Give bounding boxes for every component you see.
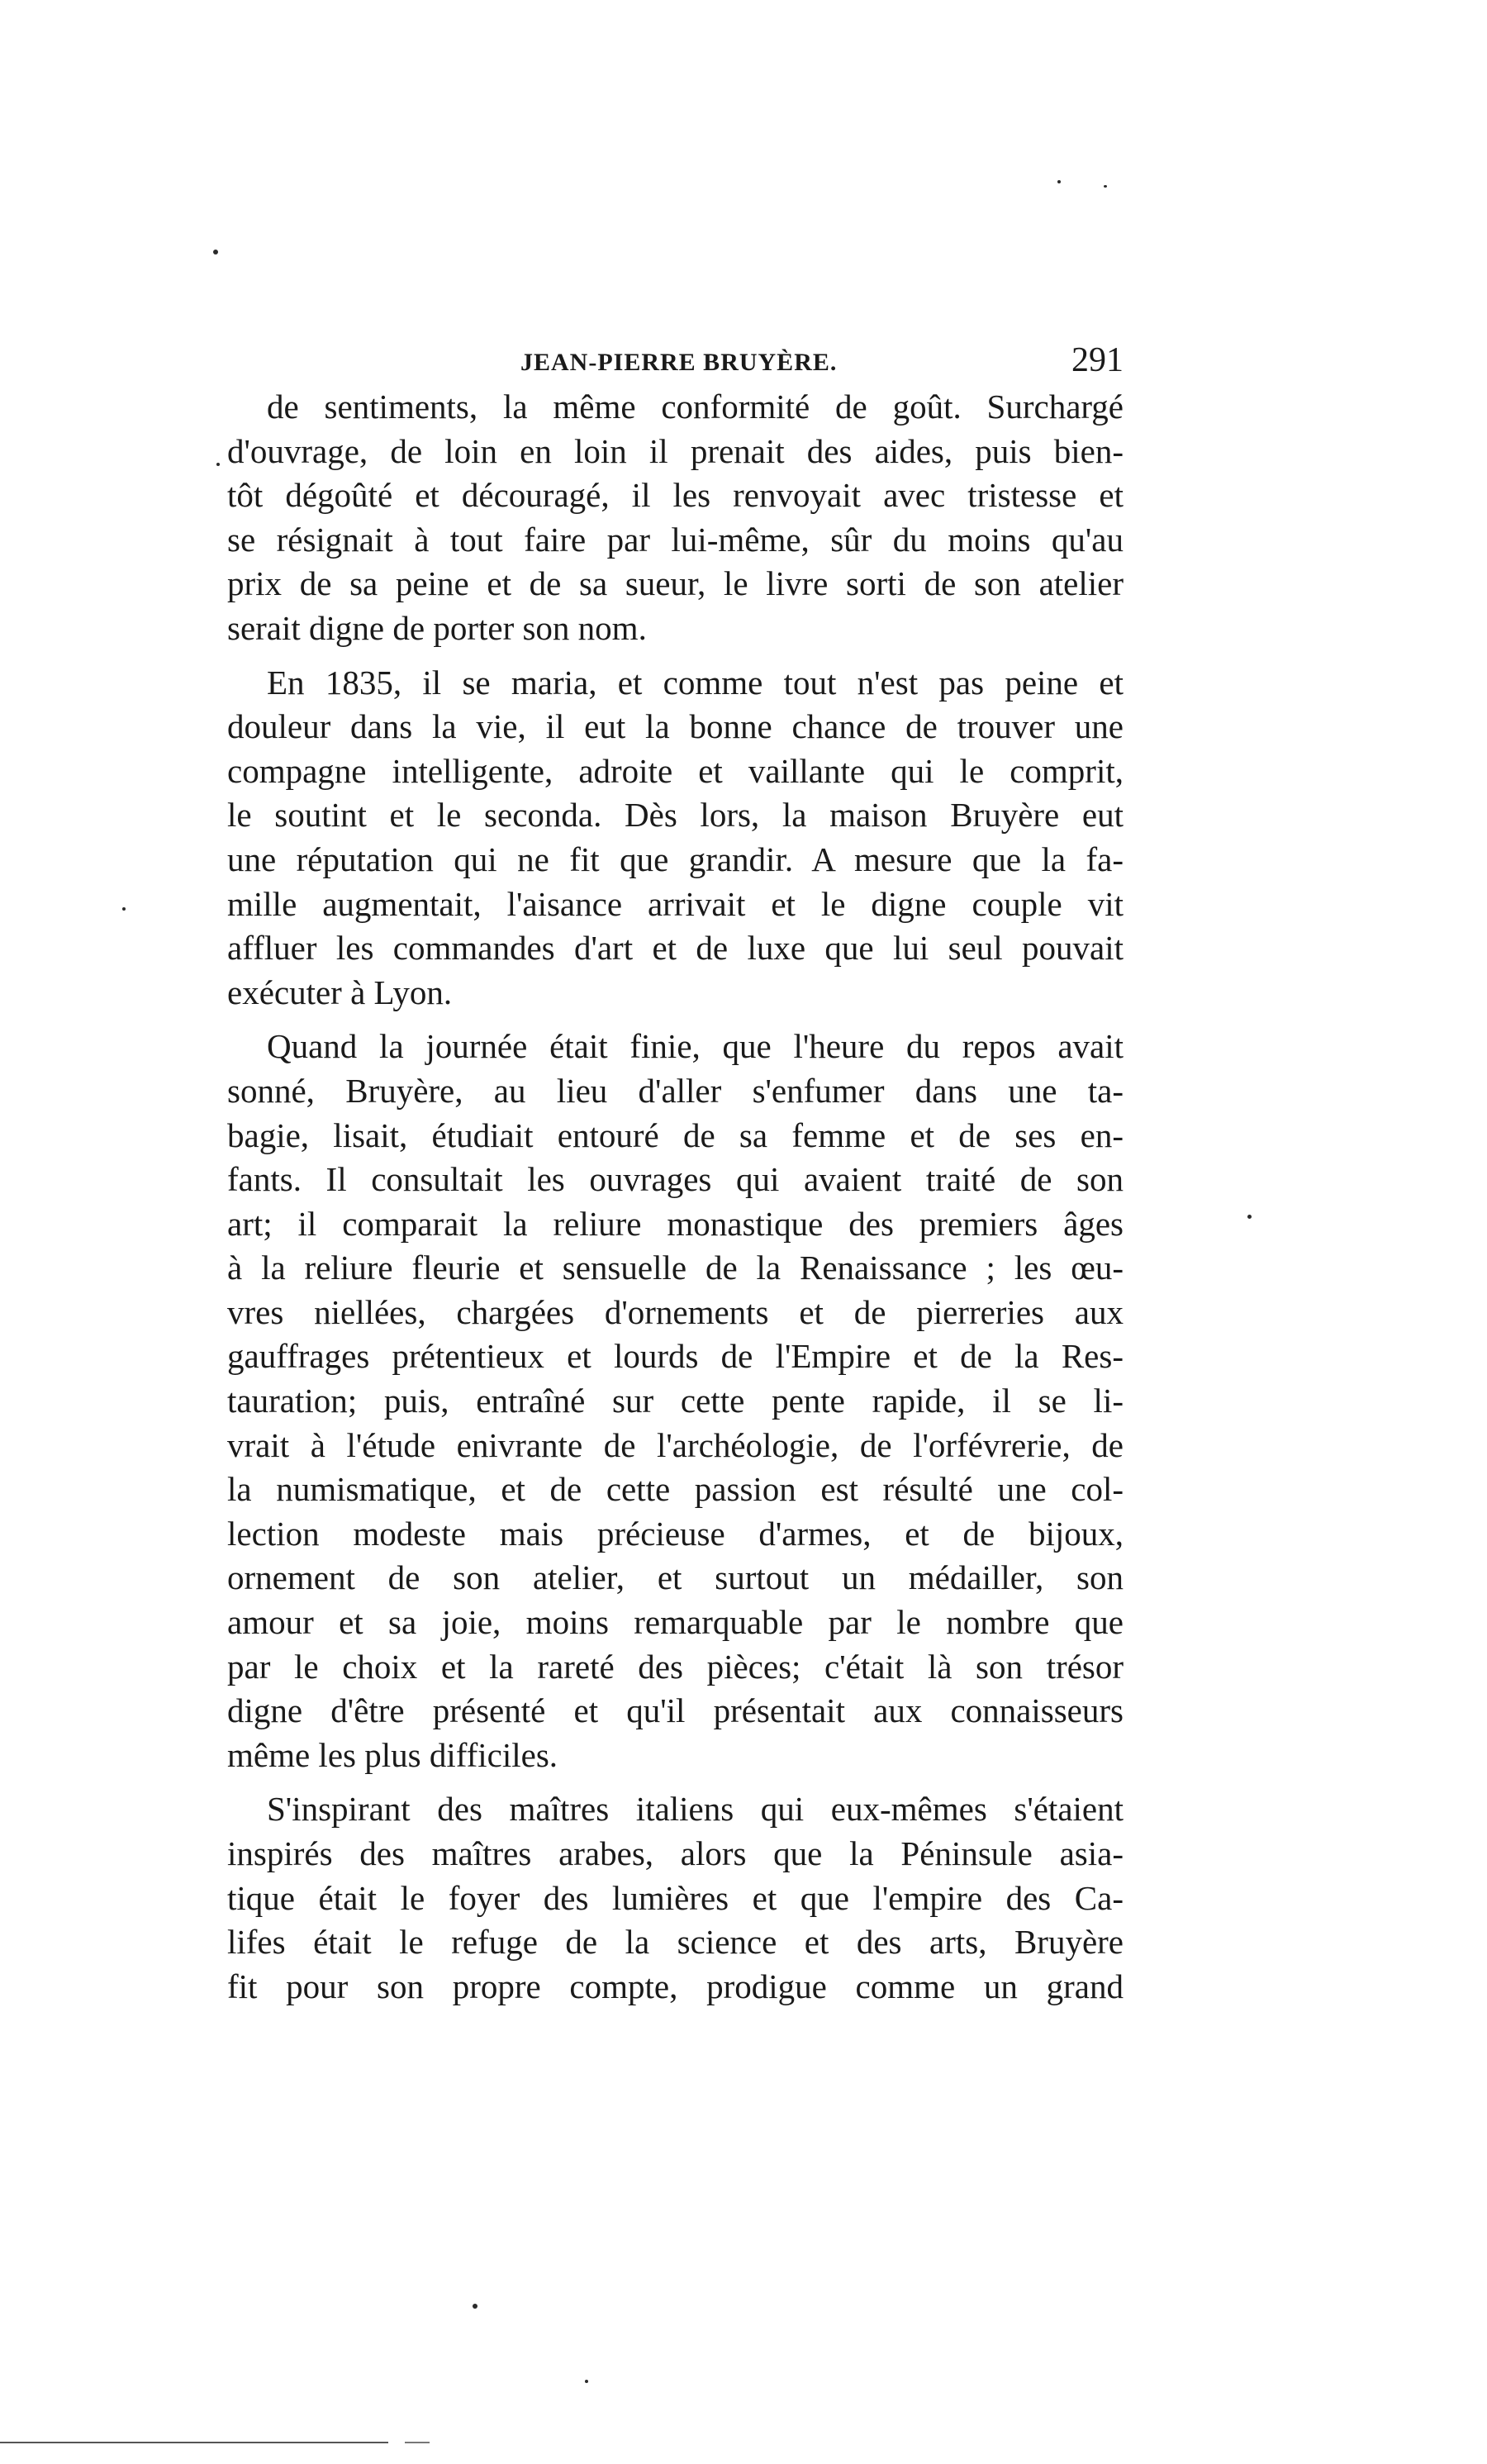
paragraph	[227, 385, 1124, 651]
text-line: tôt dégoûté et découragé, il les renvoyait avec tristesse et	[227, 476, 1124, 515]
running-head: JEAN-PIERRE BRUYÈRE.	[520, 349, 838, 376]
text-line: ornement de son atelier, et surtout un médailler, son	[227, 1558, 1124, 1597]
text-line: Quand la journée était finie, que l'heure du repos avait	[267, 1027, 1124, 1066]
text-line: se résignait à tout faire par lui-même, sûr du moins qu'au	[227, 520, 1124, 559]
text-line: vrait à l'étude enivrante de l'archéologie, de l'orfévrerie, de	[227, 1425, 1124, 1464]
scan-speck	[1104, 185, 1107, 188]
text-line: amour et sa joie, moins remarquable par le nombre que	[227, 1603, 1124, 1642]
text-line: S'inspirant des maîtres italiens qui eux-mêmes s'étaient	[267, 1790, 1124, 1829]
scan-speck	[213, 250, 218, 254]
text-line: gauffrages prétentieux et lourds de l'Empire et de la Res-	[227, 1337, 1124, 1376]
text-line: de sentiments, la même conformité de goût. Surchargé	[267, 388, 1124, 426]
text-line: par le choix et la rareté des pièces; c'était là son trésor	[227, 1647, 1124, 1686]
text-line: fit pour son propre compte, prodigue comme un grand	[227, 1967, 1124, 2005]
text-line: lifes était le refuge de la science et des arts, Bruyère	[227, 1923, 1124, 1962]
text-line: vres niellées, chargées d'ornements et de pierreries aux	[227, 1292, 1124, 1331]
scan-speck	[1057, 180, 1061, 183]
text-line: la numismatique, et de cette passion est résulté une col-	[227, 1470, 1124, 1509]
page-header	[227, 337, 1124, 387]
text-line: affluer les commandes d'art et de luxe que lui seul pouvait	[227, 929, 1124, 968]
scan-speck	[1247, 1215, 1252, 1219]
text-line: douleur dans la vie, il eut la bonne chance de trouver une	[227, 707, 1124, 746]
scan-edge-line	[405, 2442, 430, 2443]
text-line: compagne intelligente, adroite et vaillante qui le comprit,	[227, 751, 1124, 790]
paragraph	[227, 1025, 1124, 1777]
text-line: sonné, Bruyère, au lieu d'aller s'enfumer dans une ta-	[227, 1071, 1124, 1110]
text-line: serait digne de porter son nom.	[227, 608, 647, 647]
page-number: 291	[1071, 341, 1124, 379]
text-line: d'ouvrage, de loin en loin il prenait des aides, puis bien-	[227, 431, 1124, 470]
text-line: fants. Il consultait les ouvrages qui avaient traité de son	[227, 1160, 1124, 1199]
text-line: digne d'être présenté et qu'il présentait aux connaisseurs	[227, 1691, 1124, 1730]
text-line: mille augmentait, l'aisance arrivait et le digne couple vit	[227, 884, 1124, 923]
text-line: exécuter à Lyon.	[227, 973, 453, 1011]
text-line: art; il comparait la reliure monastique des premiers âges	[227, 1204, 1124, 1243]
scan-speck	[473, 2304, 477, 2309]
text-line: tauration; puis, entraîné sur cette pente rapide, il se li-	[227, 1382, 1124, 1420]
text-line: même les plus difficiles.	[227, 1735, 558, 1774]
text-line: En 1835, il se maria, et comme tout n'est pas peine et	[267, 663, 1124, 702]
paragraph	[227, 1787, 1124, 2009]
text-line: le soutint et le seconda. Dès lors, la maison Bruyère eut	[227, 796, 1124, 835]
text-line: une réputation qui ne fit que grandir. A mesure que la fa-	[227, 840, 1124, 878]
text-line: lection modeste mais précieuse d'armes, et de bijoux,	[227, 1514, 1124, 1553]
body-text	[227, 385, 1124, 2019]
scan-edge-line	[0, 2442, 388, 2443]
scan-speck	[122, 907, 126, 911]
scan-speck	[585, 2380, 588, 2383]
text-line: tique était le foyer des lumières et que l'empire des Ca-	[227, 1878, 1124, 1917]
text-line: prix de sa peine et de sa sueur, le livre sorti de son atelier	[227, 564, 1124, 603]
scan-speck	[216, 463, 220, 466]
text-line: à la reliure fleurie et sensuelle de la Renaissance ; les œu-	[227, 1249, 1124, 1287]
text-line: inspirés des maîtres arabes, alors que la Péninsule asia-	[227, 1834, 1124, 1872]
paragraph	[227, 661, 1124, 1016]
text-line: bagie, lisait, étudiait entouré de sa femme et de ses en-	[227, 1115, 1124, 1154]
